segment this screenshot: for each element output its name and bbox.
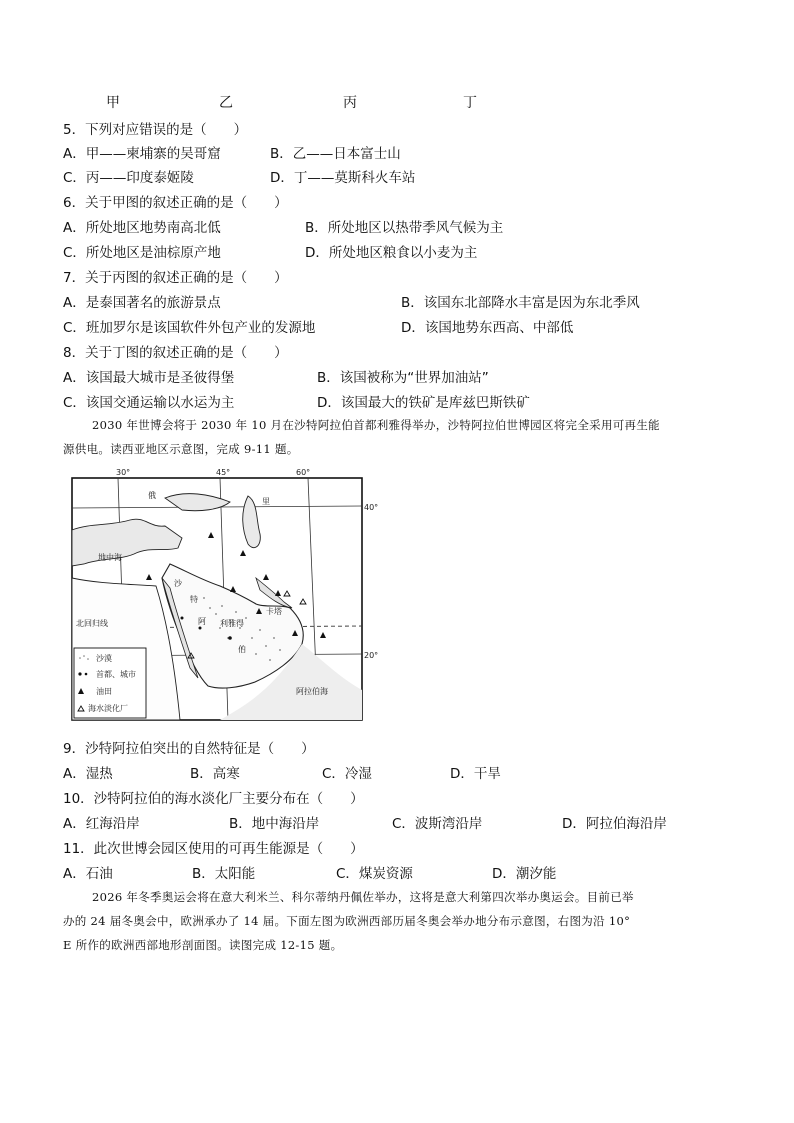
question-9-stem: 9．沙特阿拉伯突出的自然特征是（ ） bbox=[63, 741, 315, 757]
map-lon-30: 30° bbox=[116, 468, 131, 477]
question-6-option-c[interactable]: C．所处地区是油棕原产地 bbox=[63, 245, 221, 261]
question-5-option-c[interactable]: C．丙——印度泰姬陵 bbox=[63, 170, 194, 186]
west-asia-map bbox=[70, 468, 386, 724]
map-label-saudi-1: 沙 bbox=[174, 579, 182, 588]
intro-1-line-2: 源供电。读西亚地区示意图，完成 9-11 题。 bbox=[63, 442, 299, 456]
map-legend-desalination: 海水淡化厂 bbox=[88, 704, 128, 713]
question-5-option-b[interactable]: B．乙——日本富士山 bbox=[270, 146, 401, 162]
map-lon-60: 60° bbox=[296, 468, 311, 477]
question-5-option-d[interactable]: D．丁——莫斯科火车站 bbox=[270, 170, 416, 186]
question-9-option-d[interactable]: D．干旱 bbox=[450, 766, 501, 782]
map-label-saudi-3: 阿 bbox=[198, 617, 206, 626]
intro-1-line-1: 2030 年世博会将于 2030 年 10 月在沙特阿拉伯首都利雅得举办，沙特阿拉伯世博园区将完全采用可再生能 bbox=[92, 418, 660, 432]
question-6-option-a[interactable]: A．所处地区地势南高北低 bbox=[63, 220, 221, 236]
question-5-option-a[interactable]: A．甲——柬埔寨的吴哥窟 bbox=[63, 146, 221, 162]
question-8-option-d[interactable]: D．该国最大的铁矿是库兹巴斯铁矿 bbox=[317, 395, 530, 411]
map-label-arabian-sea: 阿拉伯海 bbox=[296, 687, 328, 696]
question-11-stem: 11．此次世博会园区使用的可再生能源是（ ） bbox=[63, 841, 364, 857]
figure-label-ding: 丁 bbox=[463, 95, 477, 111]
question-8-stem: 8．关于丁图的叙述正确的是（ ） bbox=[63, 345, 288, 361]
question-10-option-a[interactable]: A．红海沿岸 bbox=[63, 816, 140, 832]
map-legend-desert: 沙漠 bbox=[96, 654, 112, 663]
question-10-option-b[interactable]: B．地中海沿岸 bbox=[229, 816, 320, 832]
figure-label-yi: 乙 bbox=[219, 95, 233, 111]
map-label-caspian: 里 bbox=[262, 497, 270, 506]
figure-label-jia: 甲 bbox=[106, 95, 120, 111]
intro-2-line-3: E 所作的欧洲西部地形剖面图。读图完成 12-15 题。 bbox=[63, 938, 343, 952]
question-11-option-a[interactable]: A．石油 bbox=[63, 866, 113, 882]
question-7-option-b[interactable]: B．该国东北部降水丰富是因为东北季风 bbox=[401, 295, 640, 311]
question-6-stem: 6．关于甲图的叙述正确的是（ ） bbox=[63, 195, 288, 211]
question-7-option-c[interactable]: C．班加罗尔是该国软件外包产业的发源地 bbox=[63, 320, 316, 336]
question-6-option-b[interactable]: B．所处地区以热带季风气候为主 bbox=[305, 220, 504, 236]
intro-2-line-1: 2026 年冬季奥运会将在意大利米兰、科尔蒂纳丹佩佐举办，这将是意大利第四次举办奥运会。目前已举 bbox=[92, 890, 634, 904]
map-lat-20: 20° bbox=[364, 651, 379, 660]
map-label-saudi-4: 伯 bbox=[238, 645, 246, 654]
map-legend-city: 首都、城市 bbox=[96, 670, 136, 679]
question-9-option-b[interactable]: B．高寒 bbox=[190, 766, 240, 782]
question-10-stem: 10．沙特阿拉伯的海水淡化厂主要分布在（ ） bbox=[63, 791, 364, 807]
question-10-option-d[interactable]: D．阿拉伯海沿岸 bbox=[562, 816, 667, 832]
question-6-option-d[interactable]: D．所处地区粮食以小麦为主 bbox=[305, 245, 478, 261]
intro-2-line-2: 办的 24 届冬奥会中，欧洲承办了 14 届。下面左图为欧洲西部历届冬奥会举办地分布示意图，右图为沿 10° bbox=[63, 914, 631, 928]
question-5-stem: 5．下列对应错误的是（ ） bbox=[63, 122, 248, 138]
map-label-mediterranean: 地中海 bbox=[98, 553, 122, 562]
question-8-option-a[interactable]: A．该国最大城市是圣彼得堡 bbox=[63, 370, 235, 386]
question-7-stem: 7．关于丙图的叙述正确的是（ ） bbox=[63, 270, 288, 286]
map-label-russia: 俄 bbox=[148, 491, 156, 500]
question-11-option-d[interactable]: D．潮汐能 bbox=[492, 866, 557, 882]
question-8-option-b[interactable]: B．该国被称为“世界加油站” bbox=[317, 370, 489, 386]
question-10-option-c[interactable]: C．波斯湾沿岸 bbox=[392, 816, 483, 832]
map-label-tropic: 北回归线 bbox=[76, 619, 108, 628]
question-9-option-a[interactable]: A．湿热 bbox=[63, 766, 113, 782]
question-7-option-d[interactable]: D．该国地势东西高、中部低 bbox=[401, 320, 574, 336]
question-11-option-c[interactable]: C．煤炭资源 bbox=[336, 866, 413, 882]
figure-label-bing: 丙 bbox=[343, 95, 357, 111]
map-label-qatar: 卡塔 bbox=[266, 607, 282, 616]
map-legend-oil: 油田 bbox=[96, 687, 112, 696]
question-9-option-c[interactable]: C．冷湿 bbox=[322, 766, 372, 782]
question-7-option-a[interactable]: A．是泰国著名的旅游景点 bbox=[63, 295, 221, 311]
map-label-riyadh: 利雅得 bbox=[220, 619, 244, 628]
question-11-option-b[interactable]: B．太阳能 bbox=[192, 866, 256, 882]
map-lon-45: 45° bbox=[216, 468, 231, 477]
map-lat-40: 40° bbox=[364, 503, 379, 512]
map-label-saudi-2: 特 bbox=[190, 595, 198, 604]
question-8-option-c[interactable]: C．该国交通运输以水运为主 bbox=[63, 395, 235, 411]
